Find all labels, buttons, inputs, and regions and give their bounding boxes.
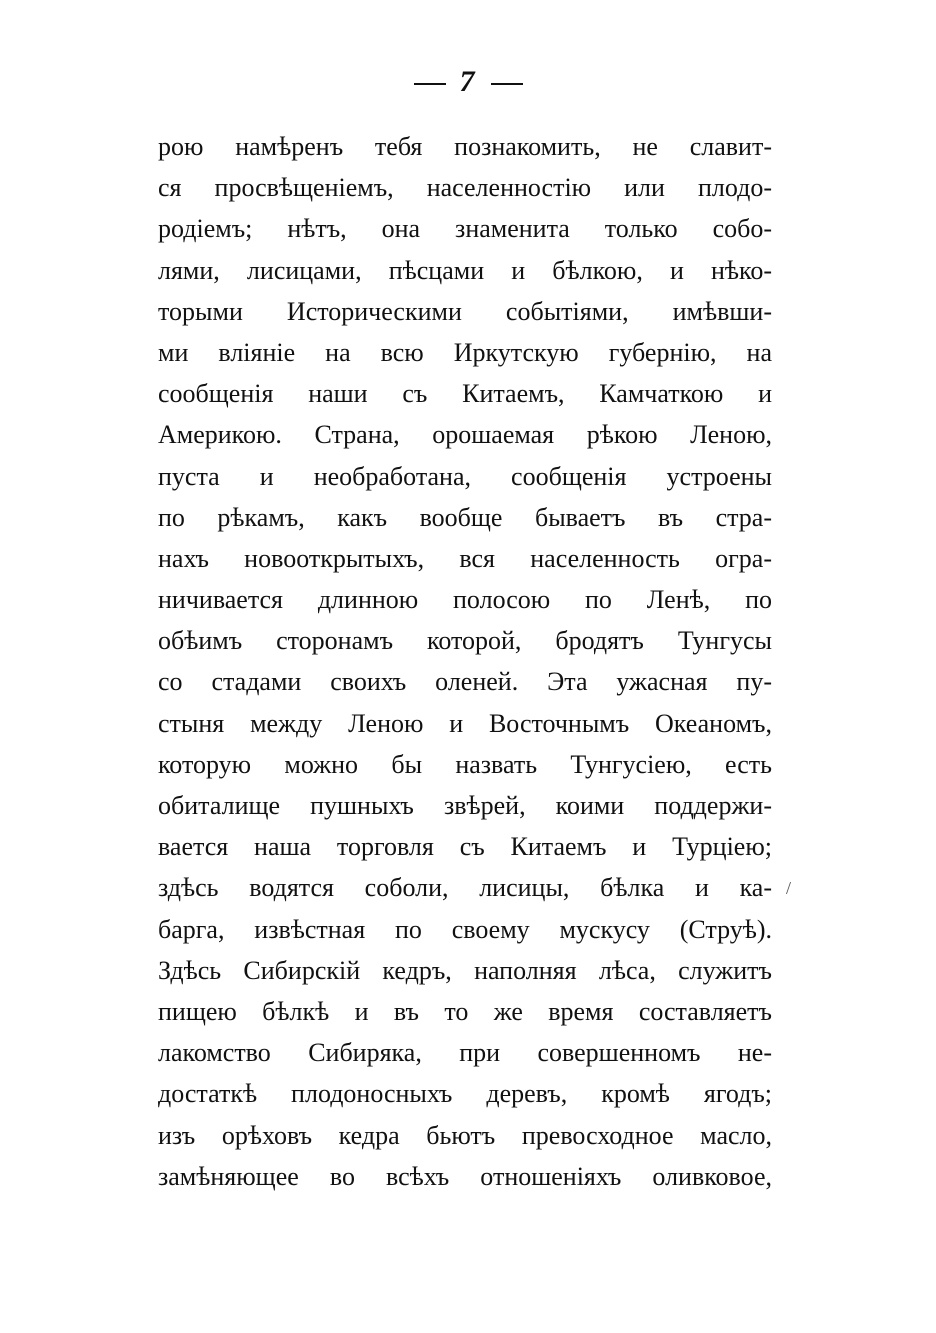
text-line: замѣняющее во всѣхъ отношеніяхъ оливковое, [158, 1161, 772, 1191]
header-left-dash [414, 83, 446, 85]
text-line: торыми Историческими событіями, имѣвши- [158, 296, 772, 326]
text-line: лакомство Сибиряка, при совершенномъ не- [158, 1038, 772, 1068]
text-line: пуста и необработана, сообщенія устроены [158, 461, 772, 491]
text-line: обиталище пушныхъ звѣрей, коими поддержи- [158, 791, 772, 820]
text-line: по рѣкамъ, какъ вообще бываетъ въ стра- [158, 502, 772, 532]
text-line: пищею бѣлкѣ и въ то же время составляетъ [158, 996, 772, 1026]
text-line: нахъ новооткрытыхъ, вся населенность огра- [158, 543, 772, 573]
text-line: стыня между Леною и Восточнымъ Океаномъ, [158, 708, 772, 738]
text-line: обѣимъ сторонамъ которой, бродятъ Тунгусы [158, 626, 772, 656]
page-header [0, 62, 936, 102]
text-line: сообщенія наши съ Китаемъ, Камчаткою и [158, 379, 772, 409]
text-line: барга, извѣстная по своему мускусу (Струѣ). [158, 914, 772, 944]
text-line: Америкою. Страна, орошаемая рѣкою Леною, [158, 420, 772, 450]
text-line: вается наша торговля съ Китаемъ и Турціею; [158, 832, 772, 862]
text-line: лями, лисицами, пѣсцами и бѣлкою, и нѣко- [158, 255, 772, 285]
text-line: ми вліяніе на всю Иркутскую губернію, на [158, 337, 772, 367]
margin-mark: / [786, 878, 792, 898]
text-line: здѣсь водятся соболи, лисицы, бѣлка и ка- [158, 873, 772, 903]
text-line: Здѣсь Сибирскій кедръ, наполняя лѣса, служитъ [158, 955, 772, 985]
text-line: изъ орѣховъ кедра бьютъ превосходное масло, [158, 1120, 772, 1150]
text-line: которую можно бы назвать Тунгусіею, есть [158, 749, 772, 779]
body-text [158, 126, 772, 1197]
text-line: со стадами своихъ оленей. Эта ужасная пу- [158, 667, 772, 697]
text-line: ся просвѣщеніемъ, населенностію или плодо- [158, 173, 772, 203]
text-line: достаткѣ плодоносныхъ деревъ, кромѣ ягодъ; [158, 1079, 772, 1109]
text-line: ничивается длинною полосою по Ленѣ, по [158, 585, 772, 615]
text-line: родіемъ; нѣтъ, она знаменита только собо- [158, 214, 772, 244]
page-number: 7 [459, 65, 477, 98]
text-line: рою намѣренъ тебя познакомить, не славит- [158, 132, 772, 161]
header-right-dash [491, 83, 523, 85]
